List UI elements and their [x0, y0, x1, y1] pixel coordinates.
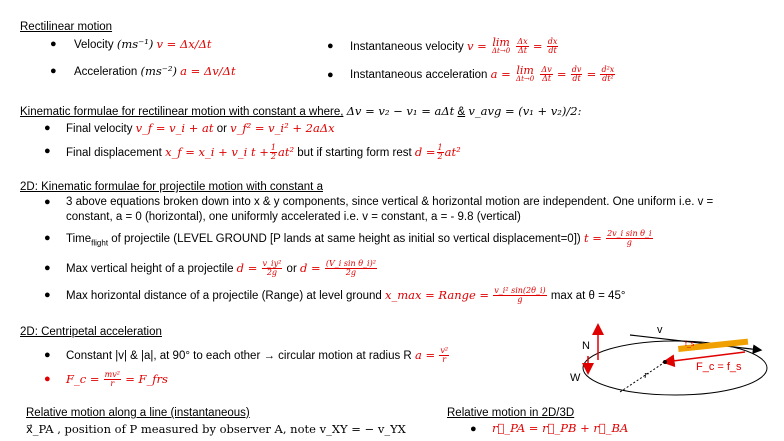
centripetal-force-fraction: $\frac{\text{mv²}}{r}$	[104, 370, 120, 389]
velocity-label: Velocity	[74, 39, 114, 51]
bullet-icon: ●	[470, 423, 477, 435]
bullet-icon: ●	[44, 145, 51, 157]
range-tail: max at θ = 45°	[550, 290, 626, 302]
final-velocity-line	[66, 121, 335, 136]
max-height-eq-1-lhs: d =	[236, 261, 258, 275]
section-header-kinematic	[20, 104, 581, 119]
relative-2d-equation: r⃗_PA = r⃗_PB + r⃗_BA	[492, 421, 629, 435]
weight-label: W	[570, 372, 581, 384]
bullet-icon: ●	[44, 232, 51, 244]
time-eq-fraction: $\frac{\text{2v\_i sin θ\_i}}{g}$	[607, 229, 652, 248]
bullet-icon: ●	[50, 65, 57, 77]
inst-acceleration-line	[350, 64, 616, 84]
bullet-icon: ●	[44, 196, 51, 208]
projectile-components-line-1: 3 above equations broken down into x & y components, since vertical & horizontal motion are independent. One uniform i.e. v =	[66, 196, 714, 208]
bullet-icon: ●	[50, 38, 57, 50]
centripetal-force-line	[66, 369, 168, 389]
final-velocity-label: Final velocity	[66, 123, 133, 135]
starting-from-rest-text: but if starting form rest	[297, 147, 412, 159]
section-header-rectilinear: Rectilinear motion	[20, 21, 113, 33]
section-header-projectile: 2D: Kinematic formulae for projectile motion with constant a	[20, 181, 323, 193]
max-height-fraction-1: $\frac{\text{v\_iy²}}{2g}$	[262, 259, 282, 278]
inst-acceleration-label: Instantaneous acceleration	[350, 69, 488, 81]
kinematic-header-delta-v: Δv = v₂ − v₁ = aΔt	[346, 104, 455, 118]
centripetal-line	[66, 345, 450, 365]
radius-label: r	[644, 371, 649, 381]
velocity-label: v	[657, 324, 663, 336]
centripetal-force-label: F_c = f_s	[696, 361, 742, 373]
center-dot	[663, 360, 667, 364]
acceleration-equation: a = Δv/Δt	[180, 64, 236, 78]
final-displacement-eq-1-tail: at²	[277, 145, 295, 159]
bullet-icon: ●	[44, 122, 51, 134]
final-velocity-eq-1: v_f = v_i + at	[135, 121, 214, 135]
inst-acceleration-fraction-1: $\frac{\Delta v}{\Delta t}$	[541, 65, 552, 84]
acceleration-unit: (ms⁻²)	[140, 64, 177, 78]
section-header-relative-2d: Relative motion in 2D/3D	[447, 407, 575, 419]
velocity-line	[74, 37, 212, 52]
max-height-label: Max vertical height of a projectile	[66, 263, 234, 275]
normal-force-label: N	[582, 340, 590, 352]
velocity-equation: v = Δx/Δt	[156, 37, 212, 51]
bullet-icon: ●	[44, 373, 51, 385]
equals-sign: =	[532, 39, 543, 53]
velocity-unit: (ms⁻¹)	[116, 37, 154, 51]
centripetal-force-rhs: = F_frs	[125, 372, 168, 386]
relative-line-text: x⃗_PA , position of P measured by observer A, note v_XY = − v_YX	[26, 422, 406, 436]
final-displacement-label: Final displacement	[66, 147, 162, 159]
section-header-relative-line: Relative motion along a line (instantaneous)	[26, 407, 250, 419]
range-line	[66, 285, 625, 305]
or-text: or	[286, 263, 297, 275]
time-description: of projectile (LEVEL GROUND [P lands at same height as initial so vertical displacement=0])	[111, 233, 581, 245]
half-fraction: $\frac{1}{2}$	[437, 143, 443, 162]
inst-acceleration-fraction-2: $\frac{dv}{dt}$	[571, 65, 582, 84]
range-fraction: $\frac{\text{v\_i² sin(2θ\_i)}}{g}$	[494, 286, 546, 305]
projectile-components-line-2: constant, a = 0 (horizontal), one uniformly accelerated i.e. v = constant, a = - 9.8 (vertical)	[66, 211, 521, 223]
time-label: Time	[66, 233, 92, 245]
max-height-line	[66, 258, 378, 278]
bullet-icon: ●	[327, 69, 334, 81]
final-displacement-eq-2-tail: at²	[444, 145, 461, 159]
final-velocity-eq-2: v_f² = v_i² + 2aΔx	[230, 121, 335, 135]
time-of-flight-line	[66, 228, 654, 248]
acceleration-label: Acceleration	[74, 66, 138, 78]
inst-velocity-fraction-2: $\frac{dx}{dt}$	[547, 37, 558, 56]
kinematic-header-text: Kinematic formulae for rectilinear motion with constant a where,	[20, 106, 344, 118]
final-displacement-line	[66, 142, 461, 162]
half-fraction: $\frac{1}{2}$	[270, 143, 276, 162]
section-header-centripetal: 2D: Centripetal acceleration	[20, 326, 162, 338]
circular-motion-diagram	[560, 318, 780, 404]
inst-acceleration-fraction-3: $\frac{\text{d²x}}{\text{dt²}}$	[601, 65, 615, 84]
time-eq-lhs: t =	[583, 231, 602, 245]
inst-acceleration-limit: lim Δt→0	[516, 63, 535, 83]
range-eq-lhs: x_max = Range =	[385, 288, 490, 302]
centripetal-force-lhs: F_c =	[66, 372, 100, 386]
or-text: or	[216, 123, 227, 135]
inst-velocity-fraction-1: $\frac{\Delta x}{\Delta t}$	[517, 37, 528, 56]
centripetal-text: Constant |v| & |a|, at 90° to each other → circular motion at radius R	[66, 350, 412, 362]
bullet-icon: ●	[44, 349, 51, 361]
inst-velocity-line	[350, 36, 559, 56]
centripetal-eq-lhs: a =	[414, 348, 436, 362]
radius-line	[620, 362, 665, 392]
max-height-fraction-2: $\frac{\text{(V\_i sin θ\_i)²}}{2g}$	[325, 259, 376, 278]
bullet-icon: ●	[327, 40, 334, 52]
inst-velocity-limit: lim Δt→0	[492, 35, 511, 55]
centripetal-fraction: $\frac{\text{v²}}{r}$	[440, 346, 449, 365]
final-displacement-eq-1: x_f = x_i + v_i t +	[165, 145, 269, 159]
equals-sign: =	[556, 67, 567, 81]
final-displacement-eq-2: d =	[414, 145, 436, 159]
inst-velocity-lhs: v =	[467, 39, 487, 53]
acceleration-line	[74, 64, 236, 79]
range-label: Max horizontal distance of a projectile (Range) at level ground	[66, 290, 382, 302]
max-height-eq-2-lhs: d =	[299, 261, 321, 275]
time-subscript: flight	[91, 238, 109, 248]
friction-small-label: f_s	[685, 341, 695, 348]
kinematic-header-v-avg: v_avg = (v₁ + v₂)/2:	[468, 104, 582, 118]
kinematic-header-ampersand: &	[457, 106, 466, 118]
equals-sign: =	[586, 67, 597, 81]
inst-velocity-label: Instantaneous velocity	[350, 41, 464, 53]
inst-acceleration-lhs: a =	[490, 67, 511, 81]
bullet-icon: ●	[44, 289, 51, 301]
bullet-icon: ●	[44, 262, 51, 274]
